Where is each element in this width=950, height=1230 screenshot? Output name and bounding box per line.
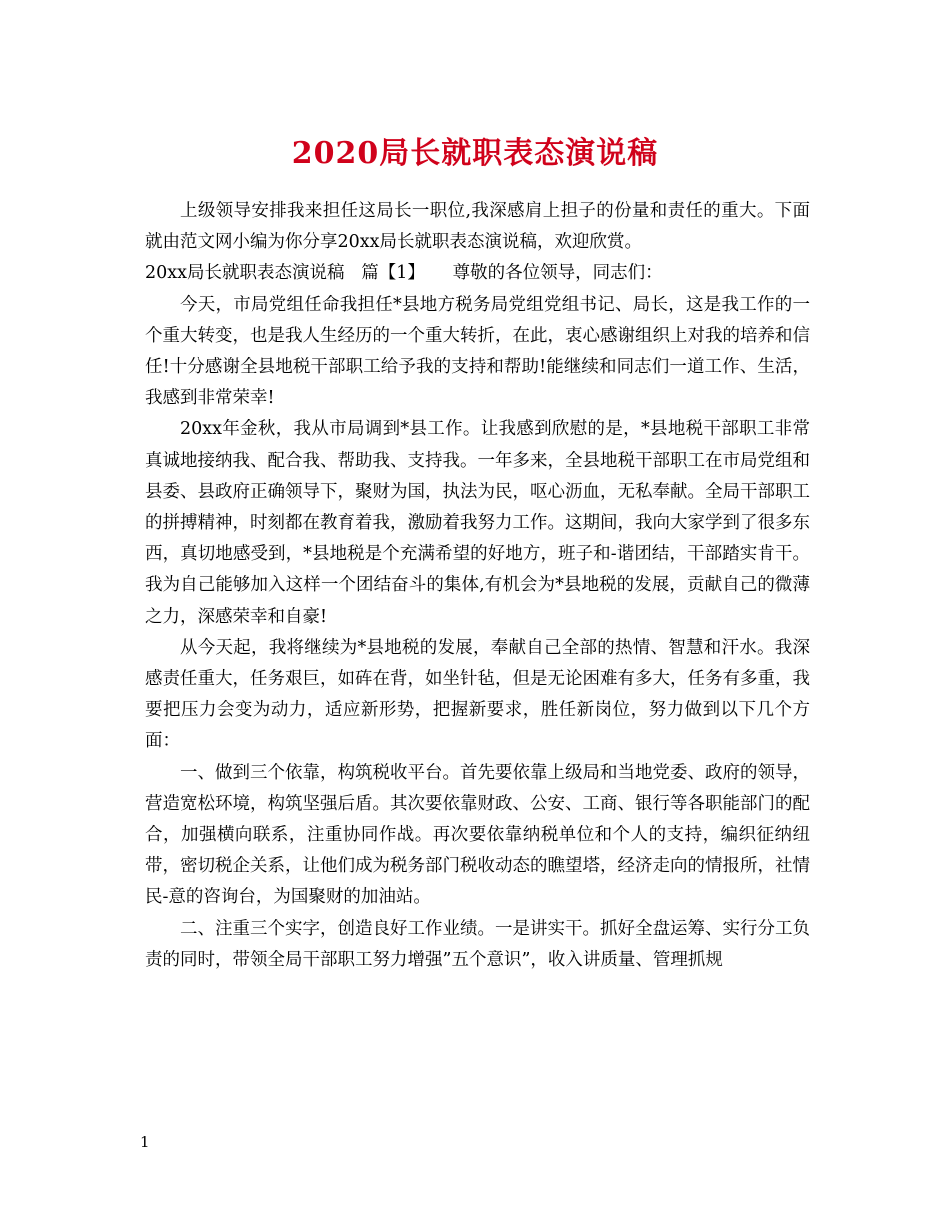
paragraph-from-today: 从今天起，我将继续为*县地税的发展，奉献自己全部的热情、智慧和汗水。我深感责任重大，任务艰巨，如砗在背，如坐针毡，但是无论困难有多大，任务有多重，我要把压力会变为动力，适应新形势，把握新要求，胜任新岗位，努力做到以下几个方面：: [145, 637, 810, 752]
page-number: 1: [140, 1133, 150, 1151]
page-title: 2020局长就职表态演说稿: [291, 136, 659, 171]
paragraph-point-two: 二、注重三个实字，创造良好工作业绩。一是讲实干。抓好全盘运筹、实行分工负责的同时，带领全局干部职工努力增强”五个意识”，收入讲质量、管理抓规: [145, 918, 810, 970]
document-body: [145, 196, 810, 976]
paragraph-golden-autumn: 20xx年金秋，我从市局调到*县工作。让我感到欣慰的是，*县地税干部职工非常真诚地接纳我、配合我、帮助我、支持我。一年多来，全县地税干部职工在市局党组和县委、县政府正确领导下，聚财为国，执法为民，呕心沥血，无私奉献。全局干部职工的拼搏精神，时刻都在教育着我，激励着我努力工作。这期间，我向大家学到了很多东西，真切地感受到，*县地税是个充满希望的好地方，班子和-谐团结，干部踏实肯干。我为自己能够加入这样一个团结奋斗的集体,有机会为*县地税的发展，贡献自己的微薄之力，深感荣幸和自豪!: [145, 419, 810, 627]
paragraph-appointment: 今天，市局党组任命我担任*县地方税务局党组党组书记、局长，这是我工作的一个重大转变，也是我人生经历的一个重大转折，在此，衷心感谢组织上对我的培养和信任!十分感谢全县地税干部职工给予我的支持和帮助!能继续和同志们一道工作、生活，我感到非常荣幸!: [145, 294, 810, 409]
paragraph-heading: 20xx局长就职表态演说稿 篇【1】 尊敬的各位领导，同志们：: [145, 263, 663, 284]
paragraph-point-one: 一、做到三个依靠，构筑税收平台。首先要依靠上级局和当地党委、政府的领导，营造宽松环境，构筑坚强后盾。其次要依靠财政、公安、工商、银行等各职能部门的配合，加强横向联系，注重协同作战。再次要依靠纳税单位和个人的支持，编织征纳纽带，密切税企关系，让他们成为税务部门税收动态的瞧望塔，经济走向的情报所，社情民-意的咨询台，为国聚财的加油站。: [145, 762, 810, 908]
paragraph-intro: 上级领导安排我来担任这局长一职位,我深感肩上担子的份量和责任的重大。下面就由范文网小编为你分享20xx局长就职表态演说稿，欢迎欣赏。: [145, 201, 810, 253]
